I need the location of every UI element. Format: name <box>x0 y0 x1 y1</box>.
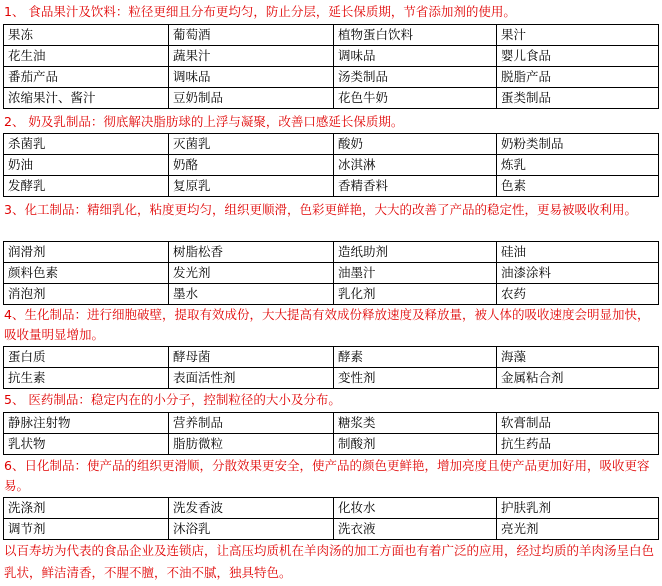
table-cell: 酵母菌 <box>169 347 334 368</box>
table-cell: 糖浆类 <box>334 413 497 434</box>
table-cell: 静脉注射物 <box>4 413 169 434</box>
table-cell: 抗生素 <box>4 368 169 389</box>
table-cell: 色素 <box>497 176 659 197</box>
table-cell: 浓缩果汁、酱汁 <box>4 88 169 109</box>
table-cell: 表面活性剂 <box>169 368 334 389</box>
table-cell: 番茄产品 <box>4 67 169 88</box>
table-cell: 发光剂 <box>169 263 334 284</box>
footer-note: 以百寿坊为代表的食品企业及连锁店，让高压均质机在羊肉汤的加工方面也有着广泛的应用，经过均质的羊肉汤呈白色乳状，鲜洁清香，不腥不膻，不油不腻，独具特色。 <box>4 543 655 580</box>
table-cell: 农药 <box>497 284 659 305</box>
table-cell: 制酸剂 <box>334 434 497 455</box>
table-row <box>4 263 659 284</box>
table-cell: 灭菌乳 <box>169 134 334 155</box>
table-cell: 脱脂产品 <box>497 67 659 88</box>
section-3-heading: 3、化工制品：精细乳化，粘度更均匀，组织更顺滑，色彩更鲜艳，大大的改善了产品的稳定性，更易被吸收利用。 <box>4 202 637 217</box>
table-cell: 婴儿食品 <box>497 46 659 67</box>
table-cell: 豆奶制品 <box>169 88 334 109</box>
table-row <box>4 176 659 197</box>
section-1-heading: 1、 食品果汁及饮料：粒径更细且分布更均匀，防止分层，延长保质期，节省添加剂的使用。 <box>4 4 516 19</box>
section-2-table <box>3 133 659 197</box>
table-row <box>4 519 659 540</box>
table-cell: 奶油 <box>4 155 169 176</box>
table-row <box>4 368 659 389</box>
table-cell: 杀菌乳 <box>4 134 169 155</box>
table-row <box>4 413 659 434</box>
section-2-heading: 2、 奶及乳制品：彻底解决脂肪球的上浮与凝聚，改善口感延长保质期。 <box>4 114 404 129</box>
table-cell: 奶酪 <box>169 155 334 176</box>
table-cell: 软膏制品 <box>497 413 659 434</box>
table-cell: 香精香料 <box>334 176 497 197</box>
table-cell: 花色牛奶 <box>334 88 497 109</box>
table-row <box>4 134 659 155</box>
table-cell: 护肤乳剂 <box>497 498 659 519</box>
table-cell: 颜料色素 <box>4 263 169 284</box>
table-cell: 蛋白质 <box>4 347 169 368</box>
table-cell: 汤类制品 <box>334 67 497 88</box>
table-cell: 发酵乳 <box>4 176 169 197</box>
table-cell: 脂肪微粒 <box>169 434 334 455</box>
table-cell: 冰淇淋 <box>334 155 497 176</box>
section-6-heading: 6、日化制品：使产品的组织更滑顺，分散效果更安全，使产品的颜色更鲜艳，增加亮度且使产品更加好用，吸收更容易。 <box>4 458 650 493</box>
table-row <box>4 347 659 368</box>
section-5-heading: 5、 医药制品：稳定内在的小分子，控制粒径的大小及分布。 <box>4 392 341 407</box>
table-cell: 造纸助剂 <box>334 242 497 263</box>
table-row <box>4 284 659 305</box>
table-cell: 调节剂 <box>4 519 169 540</box>
table-row <box>4 25 659 46</box>
section-4-heading: 4、生化制品：进行细胞破壁，提取有效成份，大大提高有效成份释放速度及释放量，被人体的吸收速度会明显加快，吸收量明显增加。 <box>4 307 650 342</box>
table-cell: 花生油 <box>4 46 169 67</box>
table-cell: 润滑剂 <box>4 242 169 263</box>
table-cell: 葡萄酒 <box>169 25 334 46</box>
table-cell: 乳状物 <box>4 434 169 455</box>
table-cell: 酵素 <box>334 347 497 368</box>
table-cell: 亮光剂 <box>497 519 659 540</box>
table-cell: 海藻 <box>497 347 659 368</box>
section-4-table <box>3 346 659 389</box>
table-cell: 调味品 <box>334 46 497 67</box>
section-6-table <box>3 497 659 540</box>
table-cell: 油漆涂料 <box>497 263 659 284</box>
table-row <box>4 46 659 67</box>
table-cell: 沐浴乳 <box>169 519 334 540</box>
table-cell: 硅油 <box>497 242 659 263</box>
table-cell: 洗发香波 <box>169 498 334 519</box>
table-row <box>4 155 659 176</box>
table-cell: 树脂松香 <box>169 242 334 263</box>
table-cell: 化妆水 <box>334 498 497 519</box>
table-row <box>4 88 659 109</box>
table-cell: 奶粉类制品 <box>497 134 659 155</box>
table-cell: 果汁 <box>497 25 659 46</box>
table-cell: 变性剂 <box>334 368 497 389</box>
table-cell: 酸奶 <box>334 134 497 155</box>
table-cell: 复原乳 <box>169 176 334 197</box>
table-cell: 炼乳 <box>497 155 659 176</box>
table-cell: 消泡剂 <box>4 284 169 305</box>
table-cell: 洗衣液 <box>334 519 497 540</box>
table-cell: 油墨汁 <box>334 263 497 284</box>
table-cell: 营养制品 <box>169 413 334 434</box>
table-row <box>4 434 659 455</box>
table-cell: 墨水 <box>169 284 334 305</box>
table-row <box>4 242 659 263</box>
table-cell: 果冻 <box>4 25 169 46</box>
table-cell: 金属粘合剂 <box>497 368 659 389</box>
table-cell: 植物蛋白饮料 <box>334 25 497 46</box>
table-row <box>4 498 659 519</box>
table-cell: 乳化剂 <box>334 284 497 305</box>
section-5-table <box>3 412 659 455</box>
table-cell: 蛋类制品 <box>497 88 659 109</box>
table-cell: 抗生药品 <box>497 434 659 455</box>
table-cell: 调味品 <box>169 67 334 88</box>
table-row <box>4 67 659 88</box>
section-1-table <box>3 24 659 109</box>
table-cell: 蔬果汁 <box>169 46 334 67</box>
section-3-table <box>3 241 659 305</box>
table-cell: 洗涤剂 <box>4 498 169 519</box>
